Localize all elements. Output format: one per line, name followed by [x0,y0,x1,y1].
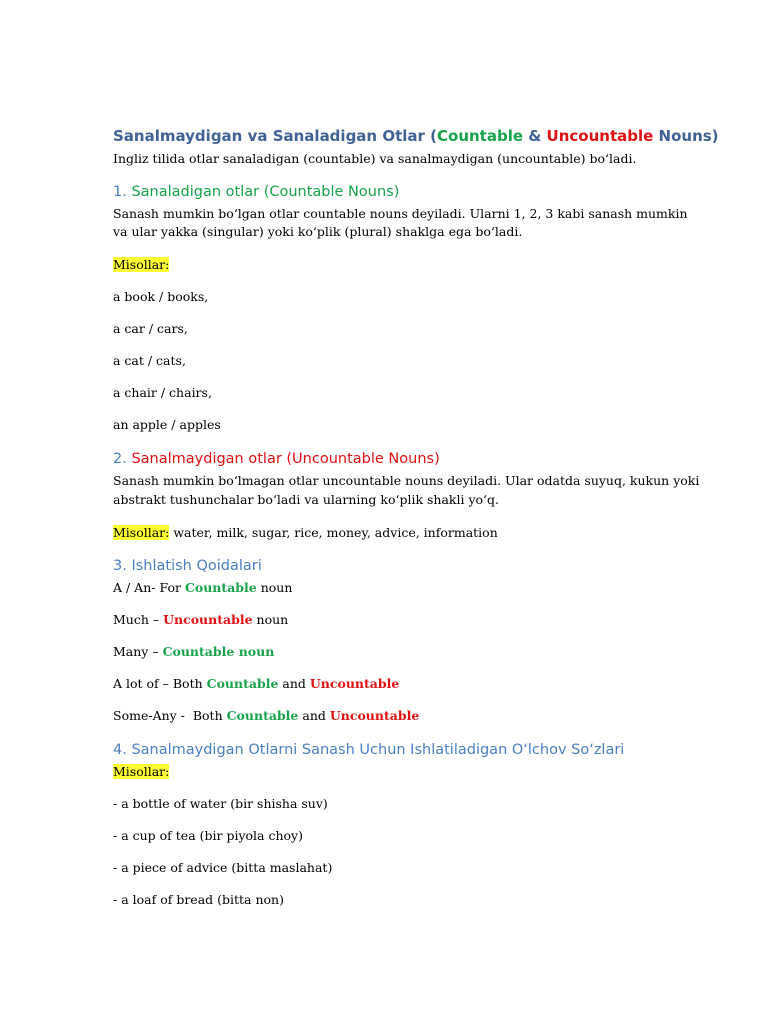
title-text: Sanalmaydigan va Sanaladigan Otlar ( [113,127,437,145]
rule-text: noun [252,612,289,627]
section1-examples-label [113,256,169,274]
section2-paragraph-line1: Sanash mumkin bo‘lmagan otlar uncountable nouns deyiladi. Ular odatda suyuq, kukun yoki [113,473,700,488]
section4-heading: 4. Sanalmaydigan Otlarni Sanash Uchun Ishlatiladigan O‘lchov So‘zlari [113,742,625,758]
rule-text: Many – [113,644,163,659]
list-item: - a piece of advice (bitta maslahat) [113,860,333,875]
list-item: a cat / cats, [113,353,186,368]
section1-heading [113,182,399,202]
rule-keyword: Countable noun [162,644,275,659]
rule-keyword: Countable [206,676,279,691]
rule-text: noun [256,580,293,595]
list-item: a car / cars, [113,321,188,336]
rule-keyword: Countable [184,580,257,595]
section2-heading [113,449,440,469]
rule-text: Much – [113,612,164,627]
section1-paragraph-line2: va ular yakka (singular) yoki ko‘plik (plural) shaklga ega bo‘ladi. [113,224,523,239]
list-item: - a bottle of water (bir shisha suv) [113,796,328,811]
highlight-label: Misollar: [113,257,170,272]
rule-keyword: Uncountable [329,708,420,723]
rule-text: and [298,708,330,723]
section1-title: Sanaladigan otlar (Countable Nouns) [131,184,400,200]
list-item: - a loaf of bread (bitta non) [113,892,284,907]
rule-item [113,611,288,629]
list-item: a book / books, [113,289,209,304]
rule-item [113,707,419,725]
section2-paragraph-line2: abstrakt tushunchalar bo‘ladi va ularning ko‘plik shakli yo‘q. [113,492,500,507]
section1-number: 1. [113,184,132,200]
title-countable: Countable [437,127,524,145]
section2-examples [113,524,498,542]
list-item: a chair / chairs, [113,385,212,400]
document-title [113,126,719,146]
rule-text: A / An- For [113,580,185,595]
section2-number: 2. [113,451,132,467]
section3-heading: 3. Ishlatish Qoidalari [113,558,262,574]
rule-item [113,643,274,661]
rule-text: A lot of – Both [113,676,207,691]
section4-examples-label [113,763,169,781]
rule-keyword: Uncountable [309,676,400,691]
highlight-label: Misollar: [113,525,170,540]
section1-paragraph-line1: Sanash mumkin bo‘lgan otlar countable nouns deyiladi. Ularni 1, 2, 3 kabi sanash mumkin [113,206,688,221]
intro-paragraph: Ingliz tilida otlar sanaladigan (countable) va sanalmaydigan (uncountable) bo‘ladi. [113,151,637,166]
section2-examples-text: water, milk, sugar, rice, money, advice, information [169,525,498,540]
rule-keyword: Uncountable [163,612,253,627]
title-ampersand: & [523,127,547,145]
rule-text: and [278,676,310,691]
list-item: an apple / apples [113,417,221,432]
rule-keyword: Countable [226,708,299,723]
highlight-label: Misollar: [113,764,170,779]
list-item: - a cup of tea (bir piyola choy) [113,828,303,843]
rule-item [113,675,399,693]
title-text-end: Nouns) [653,127,719,145]
rule-item [113,579,292,597]
section2-title: Sanalmaydigan otlar (Uncountable Nouns) [131,451,440,467]
title-uncountable: Uncountable [546,127,654,145]
rule-text: Some-Any - Both [113,708,227,723]
